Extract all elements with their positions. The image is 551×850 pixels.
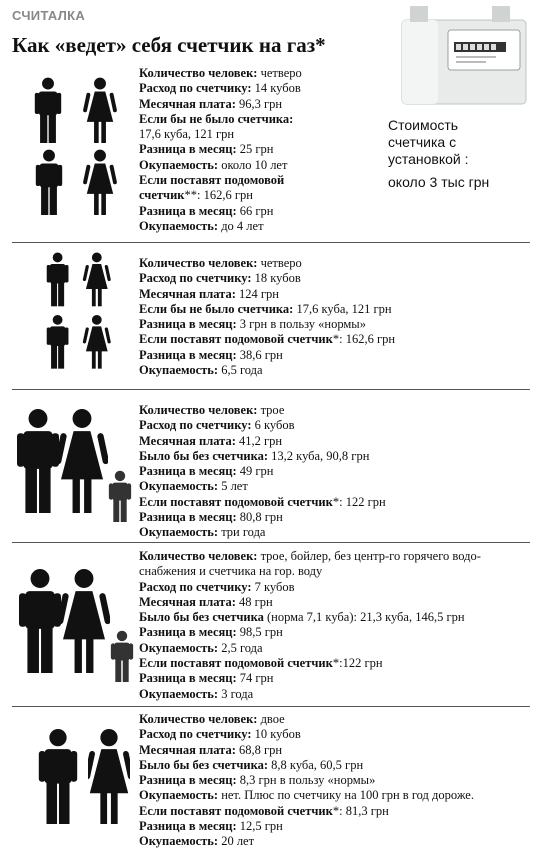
block-5-stats	[139, 712, 474, 850]
gas-meter-icon	[400, 6, 528, 106]
stat-row: Расход по счетчику: 14 кубов	[139, 81, 301, 96]
divider	[12, 542, 530, 543]
stat-row: снабжения и счетчика на гор. воду	[139, 564, 323, 579]
stat-row: Разница в месяц: 80,8 грн	[139, 510, 283, 525]
stat-row: Если поставят подомовой счетчик*: 162,6 грн	[139, 332, 396, 347]
stat-row: Разница в месяц: 3 грн в пользу «нормы»	[139, 317, 366, 332]
block-3-stats	[139, 403, 386, 541]
family-three-icon	[14, 568, 139, 683]
stat-row: Если бы не было счетчика:	[139, 111, 294, 126]
stat-row: Разница в месяц: 12,5 грн	[139, 819, 283, 834]
stat-row: Окупаемость: 2,5 года	[139, 640, 263, 655]
stat-row: Разница в месяц: 38,6 грн	[139, 347, 283, 362]
family-three-icon	[12, 408, 137, 523]
stat-row: Окупаемость: 5 лет	[139, 479, 248, 494]
stat-row: Если поставят подомовой счетчик*: 122 грн	[139, 494, 386, 509]
stat-row: Разница в месяц: 98,5 грн	[139, 625, 283, 640]
block-4-stats	[139, 549, 481, 702]
stat-row: Разница в месяц: 74 грн	[139, 671, 274, 686]
divider	[12, 242, 530, 243]
stat-row: Разница в месяц: 8,3 грн в пользу «нормы»	[139, 773, 376, 788]
stat-row: Окупаемость: нет. Плюс по счетчику на 100 грн в год дороже.	[139, 788, 474, 803]
stat-row: Расход по счетчику: 10 кубов	[139, 727, 301, 742]
four-persons-icon	[28, 77, 128, 217]
stat-row: Месячная плата: 124 грн	[139, 286, 279, 301]
meter-caption-line: счетчика с	[388, 134, 457, 150]
stat-row: Если бы не было счетчика: 17,6 куба, 121 грн	[139, 301, 392, 316]
stat-row: Окупаемость: 20 лет	[139, 834, 255, 849]
block-1-stats	[139, 66, 302, 234]
stat-row: Количество человек: трое, бойлер, без центр-го горячего водо-	[139, 549, 481, 563]
stat-row: Было бы без счетчика: 13,2 куба, 90,8 грн	[139, 448, 370, 463]
stat-row: счетчик**: 162,6 грн	[139, 188, 253, 203]
stat-row: Окупаемость: 3 года	[139, 686, 254, 701]
section-kicker: СЧИТАЛКА	[12, 8, 86, 23]
stat-row: Количество человек: четверо	[139, 256, 302, 270]
stat-row: Количество человек: четверо	[139, 66, 302, 80]
stat-row: Если поставят подомовой счетчик*: 81,3 грн	[139, 803, 389, 818]
meter-caption-line: Стоимость	[388, 117, 459, 133]
stat-row: Окупаемость: три года	[139, 525, 266, 540]
stat-row: Если поставят подомовой счетчик*:122 грн	[139, 656, 383, 671]
meter-price: около 3 тыс грн	[388, 174, 490, 190]
stat-row: Окупаемость: 6,5 года	[139, 363, 263, 378]
stat-row: Расход по счетчику: 6 кубов	[139, 418, 295, 433]
meter-caption	[388, 117, 548, 191]
meter-caption-line: установкой :	[388, 151, 469, 167]
block-2-stats	[139, 256, 395, 378]
stat-row: Количество человек: двое	[139, 712, 285, 726]
stat-row: Разница в месяц: 66 грн	[139, 203, 274, 218]
stat-row: Если поставят подомовой	[139, 173, 285, 188]
stat-row: Разница в месяц: 49 грн	[139, 464, 274, 479]
two-persons-icon	[38, 728, 133, 826]
stat-row: 17,6 куба, 121 грн	[139, 127, 235, 142]
stat-row: Месячная плата: 96,3 грн	[139, 96, 283, 111]
stat-row: Расход по счетчику: 7 кубов	[139, 579, 295, 594]
stat-row: Окупаемость: около 10 лет	[139, 157, 288, 172]
divider	[12, 389, 530, 390]
page-title: Как «ведет» себя счетчик на газ*	[12, 33, 326, 57]
divider	[12, 706, 530, 707]
stat-row: Окупаемость: до 4 лет	[139, 218, 264, 233]
stat-row: Месячная плата: 48 грн	[139, 594, 273, 609]
stat-row: Месячная плата: 41,2 грн	[139, 433, 283, 448]
stat-row: Разница в месяц: 25 грн	[139, 142, 274, 157]
stat-row: Было бы без счетчика: 8,8 куба, 60,5 грн	[139, 757, 364, 772]
stat-row: Количество человек: трое	[139, 403, 285, 417]
stat-row: Было бы без счетчика (норма 7,1 куба): 21,3 куба, 146,5 грн	[139, 610, 465, 625]
four-persons-icon	[40, 252, 120, 372]
stat-row: Месячная плата: 68,8 грн	[139, 742, 283, 757]
stat-row: Расход по счетчику: 18 кубов	[139, 271, 301, 286]
